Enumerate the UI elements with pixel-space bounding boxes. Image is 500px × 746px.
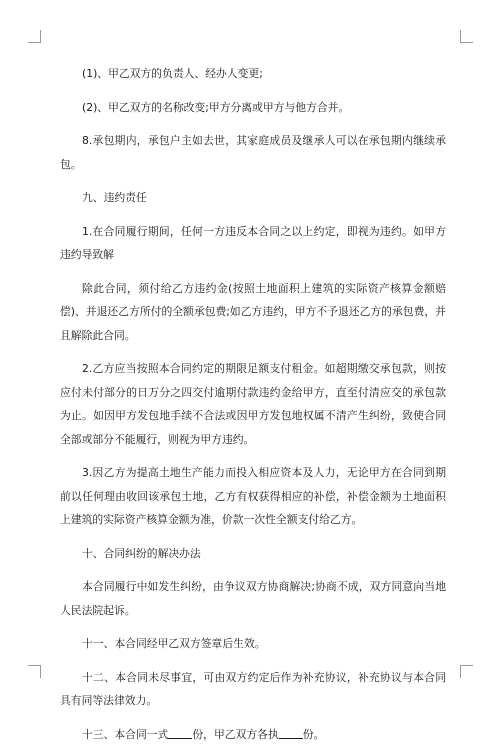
clause-8: 8.承包期内，承包户主如去世，其家庭成员及继承人可以在承包期内继续承包。: [60, 129, 446, 176]
breach-clause-1-continuation: 除此合同，须付给乙方违约金(按照土地面积上建筑的实际资产核算金额赔偿)、并退还乙方所付的全额承包费;如乙方违约，甲方不予退还乙方的承包费，并且解除此合同。: [60, 277, 446, 348]
clause-item-1: (1)、甲乙双方的负责人、经办人变更;: [60, 62, 446, 86]
section-13-middle: 份，甲乙双方各执: [192, 728, 278, 741]
section-13-prefix: 十三、本合同一式: [82, 728, 168, 741]
copies-total-blank: [168, 726, 192, 739]
crop-mark-top-left: [28, 30, 41, 43]
dispute-resolution: 本合同履行中如发生纠纷，由争议双方协商解决;协商不成，双方同意向当地人民法院起诉。: [60, 575, 446, 622]
crop-mark-top-right: [460, 30, 473, 43]
clause-item-2: (2)、甲乙双方的名称改变;甲方分离或甲方与他方合并。: [60, 96, 446, 120]
breach-clause-2: 2.乙方应当按照本合同约定的期限足额支付租金。如超期缴交承包款，则按应付未付部分的日万分之四交付逾期付款违约金给甲方，直至付清应交的承包款为止。如因甲方发包地手续不合法或因甲方发包地权属不清产生纠纷，致使合同全部或部分不能履行，则视为甲方违约。: [60, 357, 446, 451]
section-12: 十二、本合同未尽事宜，可由双方约定后作为补充协议，补充协议与本合同具有同等法律效力。: [60, 666, 446, 713]
crop-mark-bottom-right: [460, 665, 473, 678]
document-body: [60, 62, 446, 746]
section-11: 十一、本合同经甲乙双方签章后生效。: [60, 632, 446, 656]
breach-clause-3: 3.因乙方为提高土地生产能力而投入相应资本及人力，无论甲方在合同到期前以任何理由收回该承包土地，乙方有权获得相应的补偿，补偿金额为土地面积上建筑的实际资产核算金额为准，价款一次性全额支付给乙方。: [60, 461, 446, 532]
section-heading-10: 十、合同纠纷的解决办法: [60, 542, 446, 566]
breach-clause-1-line: 1.在合同履行期间，任何一方违反本合同之以上约定，即视为违约。如甲方违约导致解: [60, 220, 446, 267]
crop-mark-bottom-left: [28, 665, 41, 678]
section-heading-9: 九、违约责任: [60, 186, 446, 210]
section-13-suffix: 份。: [303, 728, 325, 741]
section-13: [60, 723, 446, 746]
copies-each-blank: [279, 726, 303, 739]
